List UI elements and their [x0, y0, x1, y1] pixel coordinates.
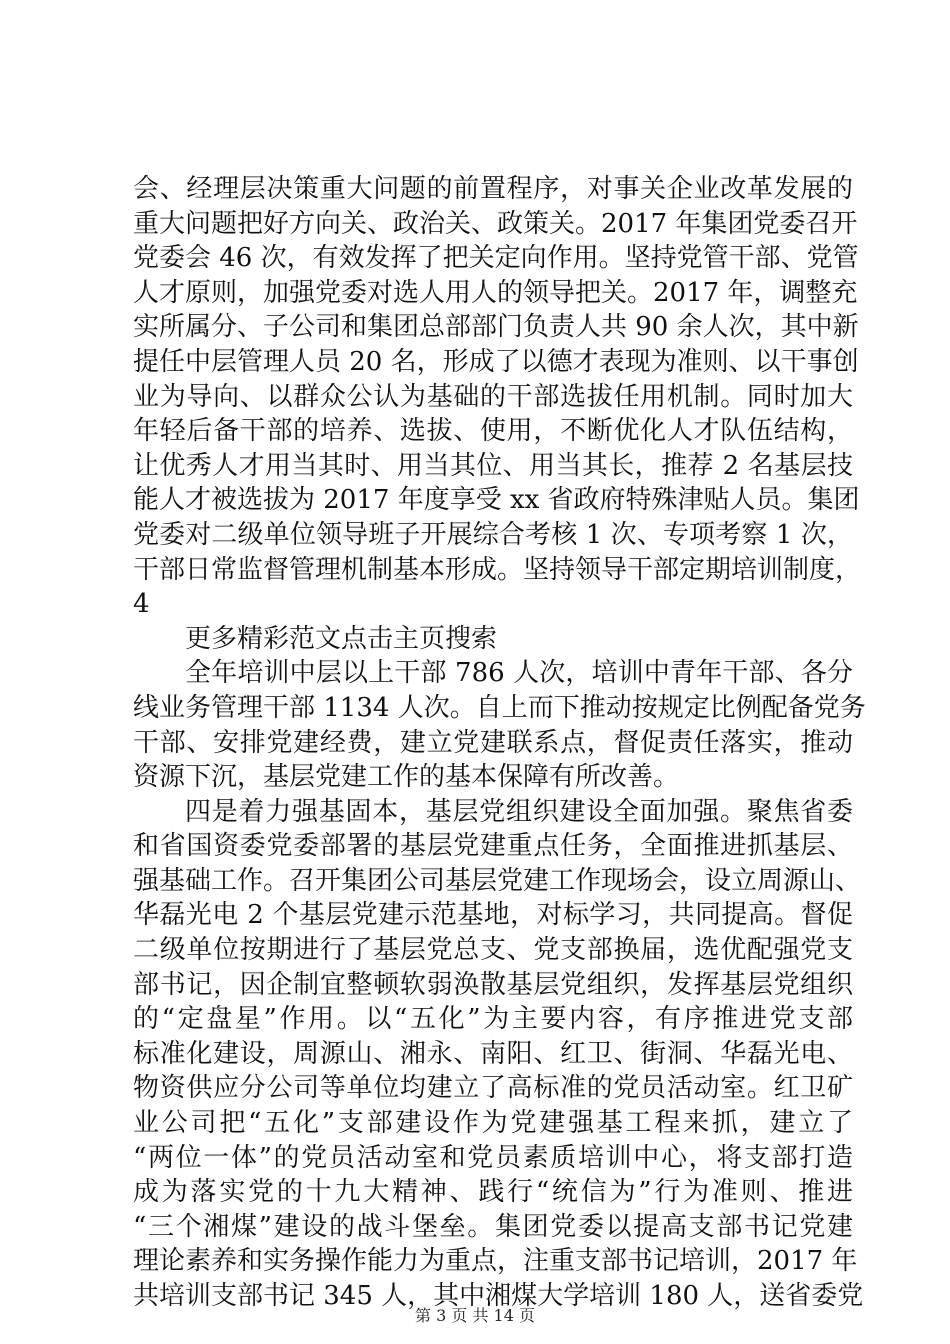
text-line: 部书记，因企制宜整顿软弱涣散基层党组织，发挥基层党组织 [133, 969, 853, 1000]
text-line: 和省国资委党委部署的基层党建重点任务，全面推进抓基层、 [133, 831, 853, 862]
text-line: 重大问题把好方向关、政治关、政策关。2017 年集团党委召开 [133, 208, 858, 239]
text-line: 线业务管理干部 1134 人次。自上而下推动按规定比例配备党务 [133, 692, 866, 723]
text-line: 共培训支部书记 345 人，其中湘煤大学培训 180 人，送省委党 [133, 1281, 864, 1311]
text-line: 业公司把“五化”支部建设作为党建强基工程来抓，建立了 [133, 1108, 853, 1139]
text-line: 党委对二级单位领导班子开展综合考核 1 次、专项考察 1 次， [133, 519, 853, 550]
text-line: 更多精彩范文点击主页搜索 [185, 623, 498, 654]
text-line: “三个湘煤”建设的战斗堡垒。集团党委以提高支部书记党建 [133, 1211, 853, 1242]
text-line: 标准化建设，周源山、湘永、南阳、红卫、街洞、华磊光电、 [133, 1038, 853, 1069]
text-line: 干部日常监督管理机制基本形成。坚持领导干部定期培训制度， [133, 554, 862, 585]
text-line: 会、经理层决策重大问题的前置程序，对事关企业改革发展的 [133, 174, 853, 204]
text-line: 的“定盘星”作用。以“五化”为主要内容，有序推进党支部 [133, 1004, 853, 1035]
body-text [133, 172, 866, 1314]
text-line: 干部、安排党建经费，建立党建联系点，督促责任落实，推动 [133, 727, 853, 758]
text-line: 四是着力强基固本，基层党组织建设全面加强。聚焦省委 [185, 796, 853, 827]
text-line: 物资供应分公司等单位均建立了高标准的党员活动室。红卫矿 [133, 1073, 853, 1104]
page-footer: 第 3 页 共 14 页 [415, 1306, 535, 1325]
text-line: 二级单位按期进行了基层党总支、党支部换届，选优配强党支 [133, 935, 853, 966]
text-line: 让优秀人才用当其时、用当其位、用当其长，推荐 2 名基层技 [133, 450, 853, 481]
text-line: 理论素养和实务操作能力为重点，注重支部书记培训，2017 年 [133, 1246, 858, 1277]
text-line: 资源下沉，基层党建工作的基本保障有所改善。 [133, 762, 680, 793]
text-line: 党委会 46 次，有效发挥了把关定向作用。坚持党管干部、党管 [133, 243, 859, 274]
text-line: 成为落实党的十九大精神、践行“统信为”行为准则、推进 [133, 1177, 853, 1208]
text-line: 能人才被选拔为 2017 年度享受 xx 省政府特殊津贴人员。集团 [133, 485, 860, 516]
text-line: 4 [133, 589, 150, 620]
text-line: 人才原则，加强党委对选人用人的领导把关。2017 年，调整充 [133, 277, 858, 308]
text-line: 提任中层管理人员 20 名，形成了以德才表现为准则、以干事创 [133, 346, 859, 377]
text-line: 华磊光电 2 个基层党建示范基地，对标学习，共同提高。督促 [133, 900, 853, 931]
text-line: 实所属分、子公司和集团总部部门负责人共 90 余人次，其中新 [133, 312, 859, 343]
text-line: 全年培训中层以上干部 786 人次，培训中青年干部、各分 [185, 658, 853, 689]
text-line: “两位一体”的党员活动室和党员素质培训中心，将支部打造 [133, 1142, 853, 1173]
text-line: 年轻后备干部的培养、选拔、使用，不断优化人才队伍结构， [133, 416, 853, 447]
text-line: 业为导向、以群众公认为基础的干部选拔任用机制。同时加大 [133, 381, 853, 412]
text-line: 强基础工作。召开集团公司基层党建工作现场会，设立周源山、 [133, 865, 862, 896]
